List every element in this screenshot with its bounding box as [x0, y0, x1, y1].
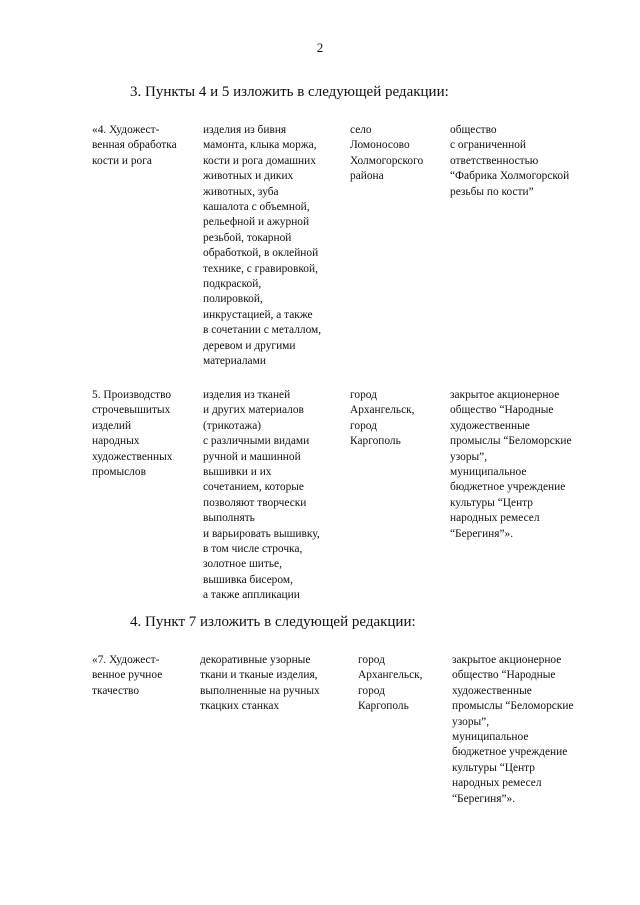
- cell-line: культуры “Центр: [452, 761, 535, 774]
- cell-line: город: [358, 684, 385, 697]
- cell-line: закрытое акционерное: [450, 389, 560, 401]
- cell-line: муниципальное: [450, 466, 527, 479]
- cell-line: художественные: [452, 684, 532, 697]
- cell-line: “Берегиня”».: [452, 792, 516, 805]
- cell-line: декоративные узорные: [200, 654, 311, 666]
- cell-line: а также аппликации: [203, 589, 300, 602]
- cell-line: ткани и тканые изделия,: [200, 669, 318, 682]
- cell-line: Каргополь: [350, 435, 401, 448]
- cell-line: вышивки и их: [203, 466, 272, 479]
- cell-line: общество: [450, 124, 497, 136]
- cell-line: узоры”,: [450, 450, 488, 463]
- cell-line: животных, зуба: [203, 185, 279, 198]
- cell-line: ответственностью: [450, 154, 539, 167]
- row-4-items: [203, 123, 321, 370]
- row-7-craft: [92, 653, 162, 699]
- cell-line: 5. Производство: [92, 389, 172, 401]
- cell-line: подкраской,: [203, 278, 262, 291]
- row-5-organization: [450, 388, 572, 542]
- cell-line: изделия из бивня: [203, 124, 287, 136]
- cell-line: инкрустацией, а также: [203, 308, 313, 321]
- cell-line: района: [350, 170, 384, 183]
- cell-line: позволяют творчески: [203, 496, 307, 509]
- cell-line: сочетанием, которые: [203, 481, 304, 494]
- cell-line: в сочетании с металлом,: [203, 324, 322, 337]
- cell-line: Архангельск,: [350, 404, 415, 417]
- cell-line: рельефной и ажурной: [203, 216, 310, 229]
- cell-line: полировкой,: [203, 293, 263, 306]
- cell-line: “Берегиня”».: [450, 527, 514, 540]
- cell-line: резьбой, токарной: [203, 231, 292, 244]
- cell-line: венное ручное: [92, 669, 163, 682]
- row-7-place: [358, 653, 423, 715]
- cell-line: Ломоносово: [350, 139, 410, 152]
- section-4-heading: 4. Пункт 7 изложить в следующей редакции:: [130, 614, 416, 630]
- cell-line: село: [350, 124, 372, 136]
- cell-line: бюджетное учреждение: [450, 481, 566, 494]
- cell-line: промыслов: [92, 466, 146, 479]
- cell-line: Холмогорского: [350, 154, 424, 167]
- section-3-heading: 3. Пункты 4 и 5 изложить в следующей редакции:: [130, 84, 449, 100]
- cell-line: и других материалов: [203, 404, 304, 417]
- cell-line: город: [358, 654, 385, 666]
- cell-line: изделия из тканей: [203, 389, 291, 401]
- cell-line: художественных: [92, 450, 173, 463]
- cell-line: узоры”,: [452, 715, 490, 728]
- cell-line: обработкой, в оклейной: [203, 247, 319, 260]
- cell-line: промыслы “Беломорские: [450, 435, 572, 448]
- cell-line: «4. Художест-: [92, 124, 160, 136]
- cell-line: ткацких станках: [200, 700, 280, 713]
- cell-line: культуры “Центр: [450, 496, 533, 509]
- row-7-organization: [452, 653, 574, 807]
- cell-line: золотное шитье,: [203, 558, 282, 571]
- cell-line: закрытое акционерное: [452, 654, 562, 666]
- cell-line: мамонта, клыка моржа,: [203, 139, 317, 152]
- cell-line: кости и рога домашних: [203, 154, 316, 167]
- cell-line: ткачество: [92, 684, 140, 697]
- row-4-craft: [92, 123, 177, 169]
- cell-line: город: [350, 419, 377, 432]
- cell-line: общество “Народные: [450, 404, 554, 417]
- cell-line: деревом и другими: [203, 339, 296, 352]
- cell-line: общество “Народные: [452, 669, 556, 682]
- cell-line: “Фабрика Холмогорской: [450, 170, 570, 183]
- cell-line: бюджетное учреждение: [452, 746, 568, 759]
- cell-line: и варьировать вышивку,: [203, 527, 320, 540]
- cell-line: изделий: [92, 419, 132, 432]
- cell-line: художественные: [450, 419, 530, 432]
- cell-line: кашалота с объемной,: [203, 201, 310, 214]
- cell-line: ручной и машинной: [203, 450, 301, 463]
- cell-line: технике, с гравировкой,: [203, 262, 318, 275]
- cell-line: в том числе строчка,: [203, 543, 303, 556]
- cell-line: народных ремесел: [452, 777, 542, 790]
- row-5-place: [350, 388, 415, 450]
- cell-line: вышивка бисером,: [203, 573, 293, 586]
- cell-line: кости и рога: [92, 154, 152, 167]
- cell-line: Каргополь: [358, 700, 409, 713]
- page-number: 2: [316, 40, 324, 55]
- cell-line: материалами: [203, 355, 266, 368]
- cell-line: с различными видами: [203, 435, 310, 448]
- cell-line: выполненные на ручных: [200, 684, 320, 697]
- cell-line: Архангельск,: [358, 669, 423, 682]
- cell-line: животных и диких: [203, 170, 294, 183]
- cell-line: выполнять: [203, 512, 255, 525]
- cell-line: с ограниченной: [450, 139, 526, 152]
- row-4-organization: [450, 123, 569, 200]
- cell-line: (трикотажа): [203, 419, 262, 432]
- cell-line: муниципальное: [452, 731, 529, 744]
- cell-line: народных: [92, 435, 140, 448]
- cell-line: резьбы по кости”: [450, 185, 534, 198]
- row-4-place: [350, 123, 423, 185]
- cell-line: венная обработка: [92, 139, 177, 152]
- cell-line: промыслы “Беломорские: [452, 700, 574, 713]
- row-7-items: [200, 653, 320, 715]
- row-5-craft: [92, 388, 172, 480]
- cell-line: город: [350, 389, 377, 401]
- cell-line: «7. Художест-: [92, 654, 160, 666]
- cell-line: строчевышитых: [92, 404, 171, 417]
- row-5-items: [203, 388, 320, 604]
- cell-line: народных ремесел: [450, 512, 540, 525]
